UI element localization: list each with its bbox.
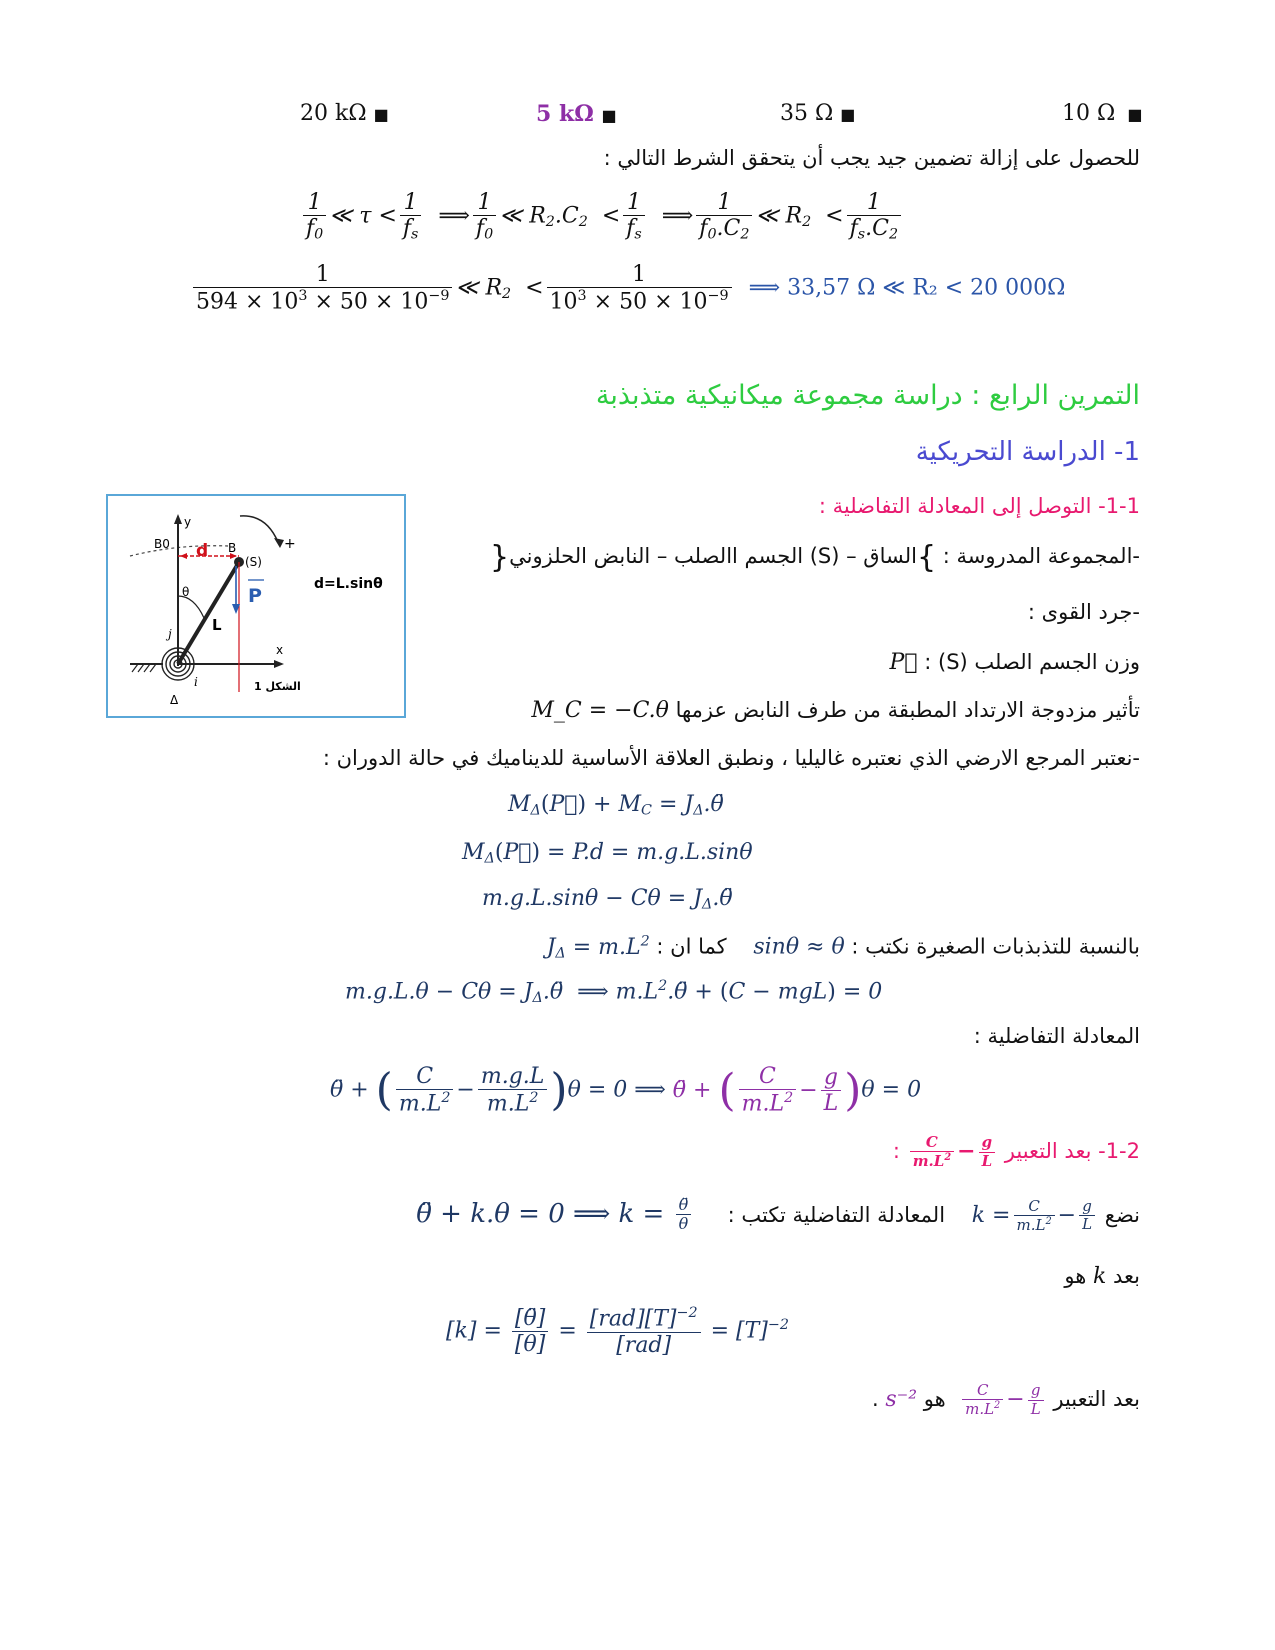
x-label: x — [276, 643, 284, 657]
k-definition-line: نضع k = $\frac{C}{m.L^2}$ − $\frac{g}{L}$ المعادلة التفاضلية تكتب : θ̈ + k.θ = 0 ⟹ k = $\frac{\thetä}{\theta}$ — [416, 1195, 1140, 1234]
b0-label: B0 — [154, 537, 170, 551]
condition-text: للحصول على إزالة تضمين جيد يجب أن يتحقق الشرط التالي : — [603, 146, 1140, 170]
d-label: d — [196, 541, 209, 561]
differential-equation: θ̈ + ( $\frac{C}{m.L^2}$ − $\frac{m.g.L}{m.L^2}$ )θ = 0 ⟹ θ̈ + ( $\frac{C}{m.L^2}$ − $\frac{g}{L}$ )θ = 0 — [330, 1064, 922, 1117]
forces-label: -جرد القوى : — [1027, 600, 1140, 624]
small-osc-line: بالنسبة للتذبذبات الصغيرة نكتب : sinθ ≈ θ كما ان : $J_\Delta = m.L^2$ — [546, 933, 1140, 962]
inequality-chain: $\frac{1}{f_0}$ ≪ τ < $\frac{1}{f_s}$ ⟹ $\frac{1}{f_0}$ ≪ $R_2.C_2$ < $\frac{1}{f_s}$ ⟹ $\frac{1}{f_0.C_2}$ ≪ $R_2$ < $\frac{1}{f_s.C_2}$ — [300, 190, 904, 243]
figure-caption: الشكل 1 — [254, 680, 301, 693]
figure-1 — [106, 494, 406, 718]
reference-text: -نعتبر المرجع الارضي الذي نعتبره غاليليا ، ونطبق العلاقة الأساسية للديناميك في حالة الدوران : — [322, 746, 1140, 770]
y-label: y — [184, 515, 192, 529]
diff-eq-label: المعادلة التفاضلية : — [973, 1024, 1140, 1048]
option-20k: 20 kΩ ■ — [300, 101, 389, 126]
rotation-arrow — [240, 516, 278, 542]
l-label: L — [212, 616, 222, 634]
sub12-title: 1-2- بعد التعبير $\frac{C}{m.L^2}$ − $\frac{g}{L}$ : — [892, 1133, 1140, 1171]
dim-k-label: بعد k هو — [1064, 1264, 1140, 1289]
option-5k: 5 kΩ ■ — [536, 101, 617, 127]
i-label: i — [194, 675, 198, 689]
dynamics-eq-2: $M_\Delta(P⃗) = P.d = m.g.L.\sin\theta$ — [462, 840, 753, 867]
dynamics-eq-1: $M_\Delta(P⃗) + M_C$ = $J_\Delta.\thetä$ — [508, 792, 724, 819]
p-label: P — [248, 585, 262, 607]
numeric-inequality: $\frac{1}{594 \times 10^3 \times 50 \times 10^{-9}}$ ≪ $R_2$ < $\frac{1}{10^3 \times 50 \times 10^{-9}}$ ⟹ 33,57 Ω ≪ R₂ < 20 000Ω — [190, 262, 1065, 315]
exercise-title: التمرين الرابع : دراسة مجموعة ميكانيكية متذبذبة — [595, 380, 1140, 411]
torque-line: تأثير مزدوجة الارتداد المطبقة من طرف النابض عزمها M_C = −C.θ — [531, 698, 1140, 723]
theta-label: θ — [182, 585, 190, 599]
delta-label: Δ — [170, 693, 179, 707]
d-formula: d=L.sinθ — [314, 576, 383, 592]
option-35: 35 Ω ■ — [780, 101, 856, 126]
weight-line: وزن الجسم الصلب (S) : P⃗ — [889, 650, 1140, 675]
j-label: j — [168, 627, 172, 641]
dimension-equation: [k] = $\frac{[\thetä]}{[\theta]}$ = $\frac{[rad][T]^{-2}}{\text{[rad]}}$ = $[T]^{-2}$ — [446, 1305, 789, 1358]
option-10: 10 Ω ■ — [1062, 101, 1143, 126]
dynamics-eq-3: $m.g.L.\sin\theta - C\theta = J_\Delta.\thetä$ — [482, 886, 733, 913]
system-line: -المجموعة المدروسة : }الساق – (S) الجسم االصلب – النابض الحلزوني{ — [490, 540, 1140, 575]
final-dimension-line: بعد التعبير $\frac{C}{m.L^2}$ − $\frac{g}{L}$ هو s⁻² . — [872, 1381, 1140, 1419]
pendulum-diagram — [108, 496, 404, 716]
sub11-title: 1-1- التوصل إلى المعادلة التفاضلية : — [818, 494, 1140, 518]
b-label: B — [228, 541, 237, 555]
s-label: (S) — [245, 555, 262, 569]
linearized-eq: $m.g.L.\theta - C\theta = J_\Delta.\thetä$ ⟹ $m.L^2.\thetä + (C - mgL) = 0$ — [345, 978, 883, 1007]
section1-title: 1- الدراسة التحريكية — [915, 437, 1140, 467]
rod — [178, 562, 239, 664]
plus-label: + — [284, 536, 296, 552]
